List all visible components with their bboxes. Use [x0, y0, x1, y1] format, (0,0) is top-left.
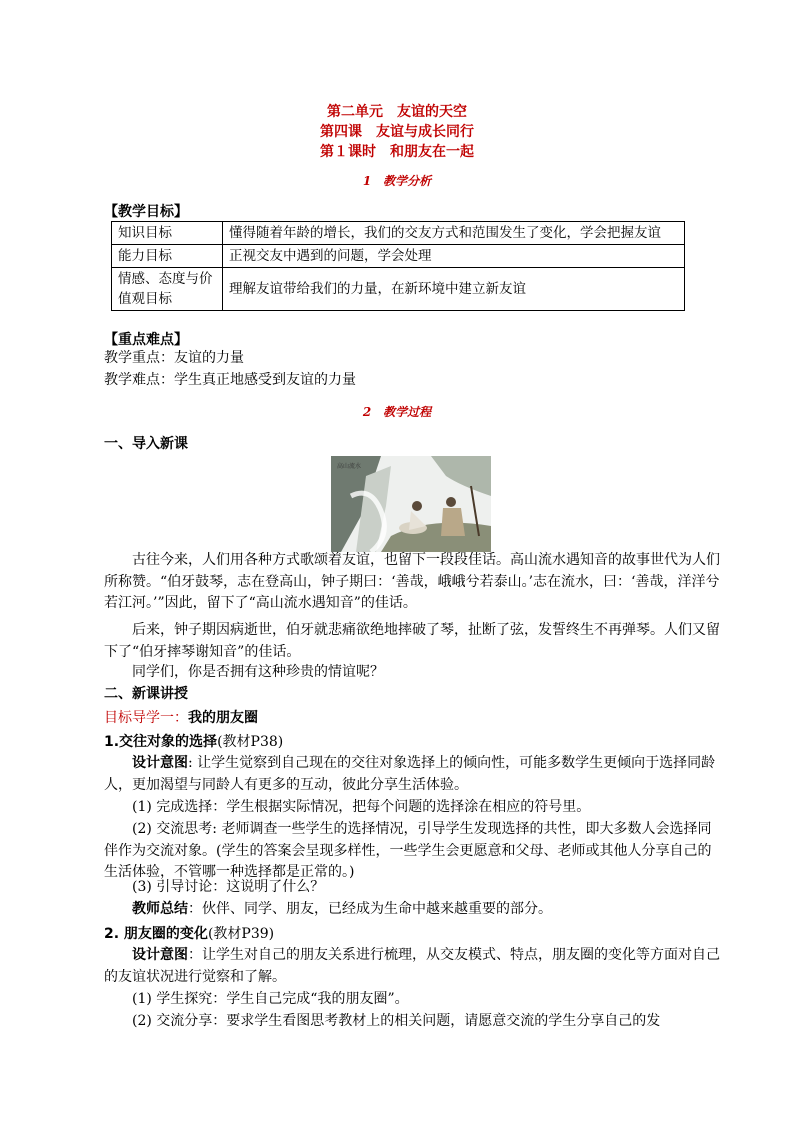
goal-key: 情感、态度与价值观目标	[112, 268, 223, 311]
s2-title: 2. 朋友圈的变化	[104, 926, 208, 942]
unit-title: 第二单元 友谊的天空	[327, 104, 467, 120]
s2-step-2: (2) 交流分享：要求学生看图思考教材上的相关问题，请愿意交流的学生分享自己的发	[132, 1013, 661, 1029]
intro-paragraph-1: 古往今来，人们用各种方式歌颂着友谊，也留下一段段佳话。高山流水遇知音的故事世代为人们所称赞。“伯牙鼓琴，志在登高山，钟子期曰：‘善哉，峨峨兮若泰山。’志在流水，曰：‘善哉，洋洋兮若江河。’”因此，留下了“高山流水遇知音”的佳话。	[104, 552, 720, 611]
svg-text:高山流水: 高山流水	[337, 463, 362, 470]
s1-design-label: 设计意图	[132, 755, 188, 771]
s2-ref: (教材P39)	[207, 926, 275, 942]
process-section-title: 2 教学过程	[362, 405, 432, 419]
intro-paragraph-3: 同学们，你是否拥有这种珍贵的情谊呢？	[132, 664, 384, 680]
goals-heading: 【教学目标】	[104, 204, 188, 220]
goal-value: 理解友谊带给我们的力量，在新环境中建立新友谊	[223, 268, 685, 311]
table-row	[112, 245, 685, 268]
goal1-text: 我的朋友圈	[188, 710, 258, 726]
intro-paragraph-2: 后来，钟子期因病逝世，伯牙就悲痛欲绝地摔破了琴，扯断了弦，发誓终生不再弹琴。人们又留下了“伯牙摔琴谢知音”的佳话。	[104, 622, 720, 660]
s2-design	[104, 945, 724, 988]
goal-key: 知识目标	[112, 222, 223, 245]
s2-step-1: (1) 学生探究：学生自己完成“我的朋友圈”。	[132, 991, 409, 1007]
goal1-label: 目标导学一：	[104, 710, 188, 726]
lesson-title: 第四课 友谊与成长同行	[320, 124, 474, 140]
s1-step-1: (1) 完成选择：学生根据实际情况，把每个问题的选择涂在相应的符号里。	[132, 799, 591, 815]
keypoints-heading: 【重点难点】	[104, 332, 188, 348]
s1-summary-label: 教师总结	[132, 901, 188, 917]
new-lesson-heading: 二、新课讲授	[104, 686, 188, 702]
goal-value: 正视交友中遇到的问题，学会处理	[223, 245, 685, 268]
key-difficulty: 教学难点：学生真正地感受到友谊的力量	[104, 372, 356, 388]
period-title: 第１课时 和朋友在一起	[320, 144, 474, 160]
goal-key: 能力目标	[112, 245, 223, 268]
s1-step-3: (3) 引导讨论：这说明了什么？	[132, 879, 325, 895]
goal-value: 懂得随着年龄的增长，我们的交友方式和范围发生了变化，学会把握友谊	[223, 222, 685, 245]
s1-design-text: : 让学生觉察到自己现在的交往对象选择上的倾向性，可能多数学生更倾向于选择同龄人，更加渴望与同龄人有更多的互动，彼此分享生活体验。	[104, 755, 716, 793]
analysis-section-title: 1 教学分析	[362, 174, 432, 188]
goals-table	[111, 221, 685, 311]
s2-design-label: 设计意图	[132, 947, 188, 963]
goal1-line	[104, 707, 258, 727]
s1-summary-text: ：伙伴、同学、朋友，已经成为生命中越来越重要的部分。	[188, 901, 552, 917]
s1-summary	[104, 899, 724, 921]
s1-title: 1.交往对象的选择	[104, 734, 218, 750]
table-row	[112, 222, 685, 245]
s2-title-line	[104, 923, 274, 943]
s1-step-2: (2) 交流思考: 老师调查一些学生的选择情况，引导学生发现选择的共性，即大多数人会选择同伴作为交流对象。(学生的答案会呈现多样性，一些学生会更愿意和父母、老师或其他人分享自己的生活体验，不管哪一种选择都是正常的。)	[104, 821, 712, 880]
illustration-image	[331, 456, 491, 552]
s1-title-line	[104, 731, 283, 751]
s1-ref: (教材P38)	[217, 734, 284, 750]
s1-design	[104, 753, 724, 796]
key-focus: 教学重点：友谊的力量	[104, 350, 244, 366]
table-row	[112, 268, 685, 311]
s2-design-text: ：让学生对自己的朋友关系进行梳理，从交友模式、特点，朋友圈的变化等方面对自己的友谊状况进行觉察和了解。	[104, 947, 720, 985]
intro-heading: 一、导入新课	[104, 436, 188, 452]
